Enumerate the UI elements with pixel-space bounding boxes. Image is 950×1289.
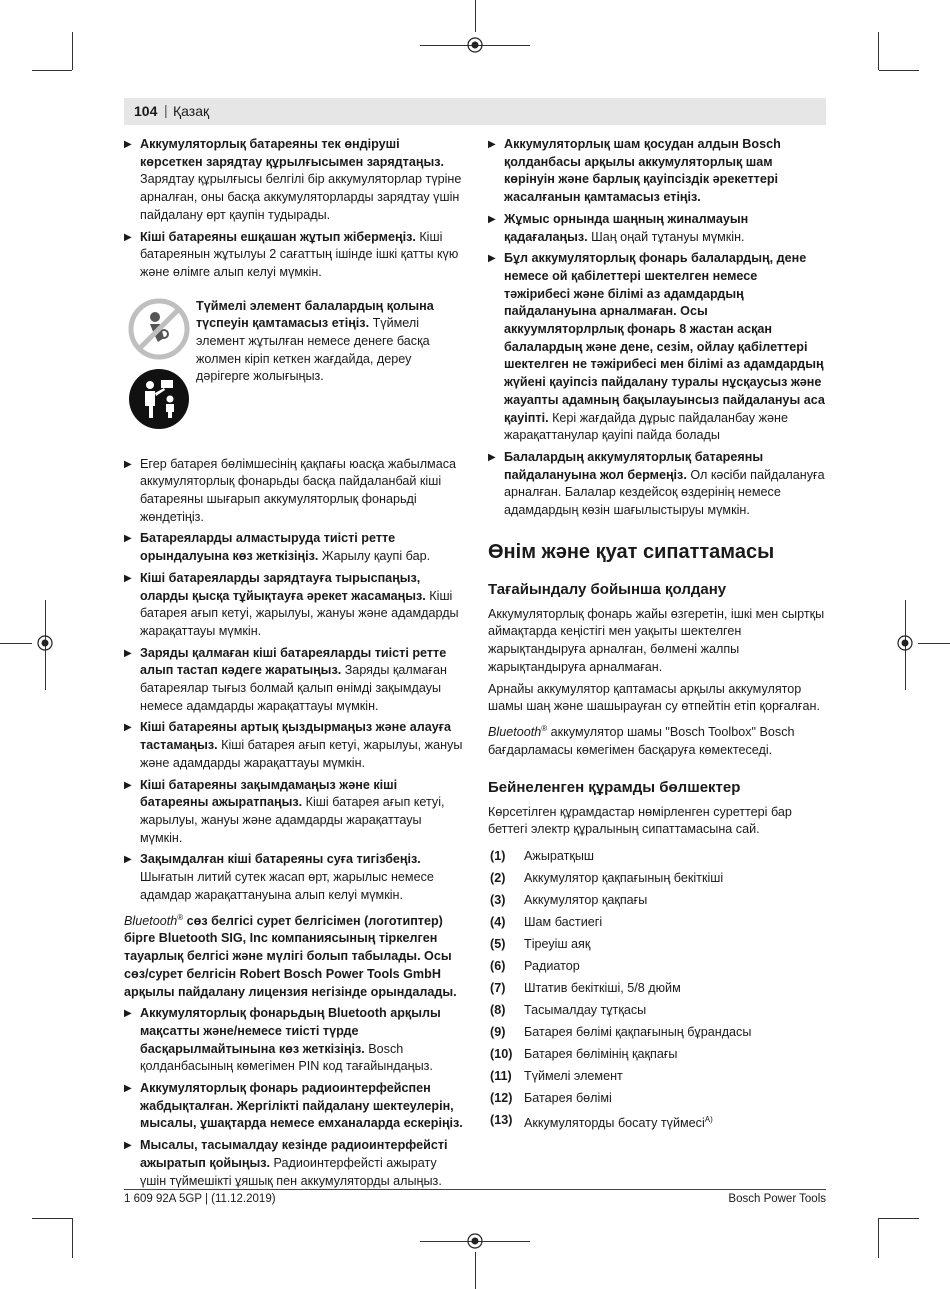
intended-use-paragraph: Арнайы аккумулятор қаптамасы арқылы аккумулятор шамы шаң және шашырауған су өтпейтін етіп қорғалған. [488, 681, 820, 714]
safety-item: ▶ Заряды қалмаған кіші батареяларды тиісті ретте алып тастап кәдеге жаратыңыз. Заряды қалмаған батареялар тығыз болмай қалып өнімді зақымдауы немесе адамдарды жарақаттауы мүмкін. [124, 645, 447, 713]
bullet-arrow-icon: ▶ [124, 139, 132, 150]
safety-item: ▶ Егер батарея бөлімшесінің қақпағы юасқа жабылмаса аккумуляторлық фонарьды басқа пайдаланбай кіші батареяны шығарып аккумуляторлық фонарьді жөндетіңіз. [124, 456, 457, 524]
registration-mark-icon [465, 35, 485, 55]
registration-mark-icon [35, 633, 55, 653]
components-intro: Көрсетілген құрамдастар нөмірленген суреттері бар беттегі электр құралының сипаттамасына сай. [488, 804, 792, 837]
safety-item: ▶ Аккумуляторлық фонарь радиоинтерфейспен жабдықталған. Жергілікті пайдалану шектеулерін, мысалы, ұшақтарда немесе емханаларда ескеріңіз. [124, 1081, 463, 1131]
crop-mark [72, 32, 73, 70]
crop-mark [475, 1252, 476, 1289]
crop-mark [32, 1218, 72, 1219]
bullet-arrow-icon: ▶ [124, 1140, 132, 1152]
list-item: (3) Аккумулятор қақпағы [490, 892, 648, 907]
crop-mark [879, 1218, 919, 1219]
header-language: Қазақ [173, 103, 210, 119]
safety-item: ▶ Мысалы, тасымалдау кезінде радиоинтерфейсті ажыратып қойыңыз. Радиоинтерфейсті ажырату үшін түймешікті ұяшық пен аккумуляторды алыңыз. [124, 1138, 448, 1188]
crop-mark [475, 0, 476, 32]
intended-use-paragraph: Аккумуляторлық фонарь жайы өзгеретін, ішкі мен сыртқы аймақтарда кеңістігі мен уақыты шектелген жарықтандыруға арналған, бөлмені жалпы жарықтандыруға арналмаған. [488, 606, 825, 674]
safety-item: ▶ Кіші батареяларды зарядтауға тырыспаңыз, оларды қысқа тұйықтауға әрекет жасамаңыз. Кіші батарея ағып кетуі, жарылуы, жануы және адамдарды жарақаттауы мүмкін. [124, 570, 459, 638]
safety-item: ▶ Кіші батареяны артық қыздырмаңыз және алауға тастамаңыз. Кіші батарея ағып кетуі, жарылуы, жануы және адамдарды жарақаттауы мүмкін. [124, 720, 463, 770]
components-heading: Бейнеленген құрамды бөлшектер [488, 778, 741, 796]
list-item: (4) Шам бастиегі [490, 914, 603, 929]
list-item: (1) Ажыратқыш [490, 848, 595, 863]
crop-mark [72, 1218, 73, 1258]
safety-item: ▶ Зақымдалған кіші батареяны суға тигізбеңіз. Шығатын литий сутек жасап өрт, жарылыс немесе адамдар жарақаттануына алып келуі мүмкін. [124, 852, 434, 902]
no-swallow-icon [128, 298, 190, 360]
bullet-arrow-icon: ▶ [124, 572, 132, 584]
crop-mark [878, 32, 879, 70]
safety-item: ▶ Батареяларды алмастыруда тиісті ретте орындалуына көз жеткізіңіз. Жарылу қаупі бар. [124, 531, 431, 564]
safety-item: ▶ Аккумуляторлық фонарьдың Bluetooth арқылы мақсатты және/немесе тиісті түрде басқарылмайтынына көз жеткізіңіз. Bosch қолданбасының көмегімен PIN код тағайындаңыз. [124, 1006, 441, 1074]
bullet-arrow-icon: ▶ [488, 451, 496, 463]
registration-mark-icon [465, 1231, 485, 1251]
crop-mark [0, 643, 32, 644]
page-header [124, 98, 826, 125]
safety-item: ▶ Балалардың аккумуляторлық батареяны пайдалануына жол бермеңіз. Ол кәсіби пайдалануға арналған. Балалар кездейсоқ өздерінің немесе адамдардың көзін шағылыстыруы мүмкін. [488, 449, 825, 518]
bullet-arrow-icon: ▶ [124, 722, 132, 734]
safety-item: ▶ Аккумуляторлық шам қосудан алдын Bosch қолданбасы арқылы аккумуляторлық шам көрінуін және барлық қауіпсіздік әрекеттері жасалғанын қамтамасыз етіңіз. [488, 137, 781, 205]
bullet-arrow-icon: ▶ [124, 458, 132, 470]
crop-mark [918, 643, 950, 644]
header-separator: | [164, 102, 168, 118]
crop-mark [878, 1218, 879, 1258]
intended-use-paragraph: Bluetooth® аккумулятор шамы "Bosch Toolbox" Bosch бағдарламасы көмегімен басқаруға көмектеседі. [488, 723, 795, 757]
bullet-arrow-icon: ▶ [124, 854, 132, 866]
list-item: (7) Штатив бекіткіші, 5/8 дюйм [490, 980, 681, 995]
bluetooth-trademark-note: Bluetooth® сөз белгісі сурет белгісімен (логотиптер) бірге Bluetooth SIG, Inc компаниясының тіркелген тауарлық белгісі және мүлігі болып табылады. Осы сөз/сурет белгісін Robert Bosch Power Tools GmbH арқылы пайдалану лицензия негізінде орындалады. [124, 912, 457, 999]
bullet-arrow-icon: ▶ [124, 779, 132, 791]
intended-use-heading: Тағайындалу бойынша қолдану [488, 580, 727, 598]
list-item: (2) Аккумулятор қақпағының бекіткіші [490, 870, 724, 885]
bullet-arrow-icon: ▶ [124, 533, 132, 545]
warning-icons-block [124, 298, 464, 440]
safety-item: ▶ Аккумуляторлық батареяны тек өндіруші көрсеткен зарядтау құрылғысымен зарядтаңыз. Зарядтау құрылғысы белгілі бір аккумуляторлар түріне арналған, оны басқа аккумуляторларды зарядтау үшін пайдалану өрт қаупін тудырады. [124, 137, 462, 222]
list-item: (8) Тасымалдау тұтқасы [490, 1002, 647, 1017]
right-column [488, 136, 826, 1131]
list-item: (6) Радиатор [490, 958, 580, 973]
list-item: (11) Түймелі элемент [490, 1068, 623, 1083]
bullet-arrow-icon: ▶ [124, 1008, 132, 1020]
footer-brand: Bosch Power Tools [728, 1193, 826, 1205]
bullet-arrow-icon: ▶ [124, 647, 132, 659]
safety-item: ▶ Бұл аккумуляторлық фонарь балалардың, дене немесе ой қабілеттері шектелген немесе тәжірибесі және білімі аз адамдардың пайдалануына арналмаған. Осы аккуумляторлрлық фонарь 8 жастан асқан балалардың және дене, сезім, ойлау қабілеттері шектелген не тәжірибесі мен білімі аз адамдардың жүйені қауіпсіз пайдалану туралы нұсқаусыз және жауапты адамның бақылауынсыз пайдалануы аса қауіпті. Кері жағдайда дұрыс пайдаланбау және жарақаттанулар қауіпі пайда болады [488, 251, 825, 443]
list-item: (5) Тіреуіш аяқ [490, 936, 591, 951]
left-column [124, 136, 464, 1194]
list-item: (10) Батарея бөлімінің қақпағы [490, 1046, 678, 1061]
bullet-arrow-icon: ▶ [488, 139, 496, 150]
bullet-arrow-icon: ▶ [124, 231, 132, 243]
bullet-arrow-icon: ▶ [488, 213, 496, 225]
registration-mark-icon [895, 633, 915, 653]
list-item: (9) Батарея бөлімі қақпағының бұрандасы [490, 1024, 752, 1039]
crop-mark [879, 70, 919, 71]
section-title: Өнім және қуат сипаттамасы [488, 540, 775, 563]
bullet-arrow-icon: ▶ [124, 1083, 132, 1095]
footer-doc-id: 1 609 92A 5GP | (11.12.2019) [124, 1193, 276, 1205]
list-item: (12) Батарея бөлімі [490, 1090, 612, 1105]
safety-item: ▶ Кіші батареяны ешқашан жұтып жібермеңіз. Кіші батареянын жұтылуы 2 сағаттың ішінде ішкі қатты күю және өлімге алып келуі мүмкін. [124, 229, 459, 279]
page-number: 104 [134, 103, 158, 119]
safety-item: ▶ Кіші батареяны зақымдамаңыз және кіші батареяны ажыратпаңыз. Кіші батарея ағып кетуі, жарылуы, жануы және адамдарды жарақаттауы мүмкін. [124, 777, 445, 845]
crop-mark [32, 70, 72, 71]
button-cell-warning: Түймелі элемент балалардың қолына түспеуін қамтамасыз етіңіз. Түймелі элемент жұтылған немесе денеге басқа жолмен кіріп кеткен жағдайда, дереу дәрігерге жолығыңыз. [196, 298, 434, 384]
bullet-arrow-icon: ▶ [488, 253, 496, 265]
components-list [488, 845, 826, 1131]
safety-item: ▶ Жұмыс орнында шаңның жиналмауын қадағалаңыз. Шаң оңай тұтануы мүмкін. [488, 211, 749, 244]
keep-away-children-icon [128, 368, 190, 430]
footer-rule [124, 1189, 826, 1190]
list-item: (13) Аккумуляторды босату түймесі$^{A)}$ [490, 1112, 713, 1131]
